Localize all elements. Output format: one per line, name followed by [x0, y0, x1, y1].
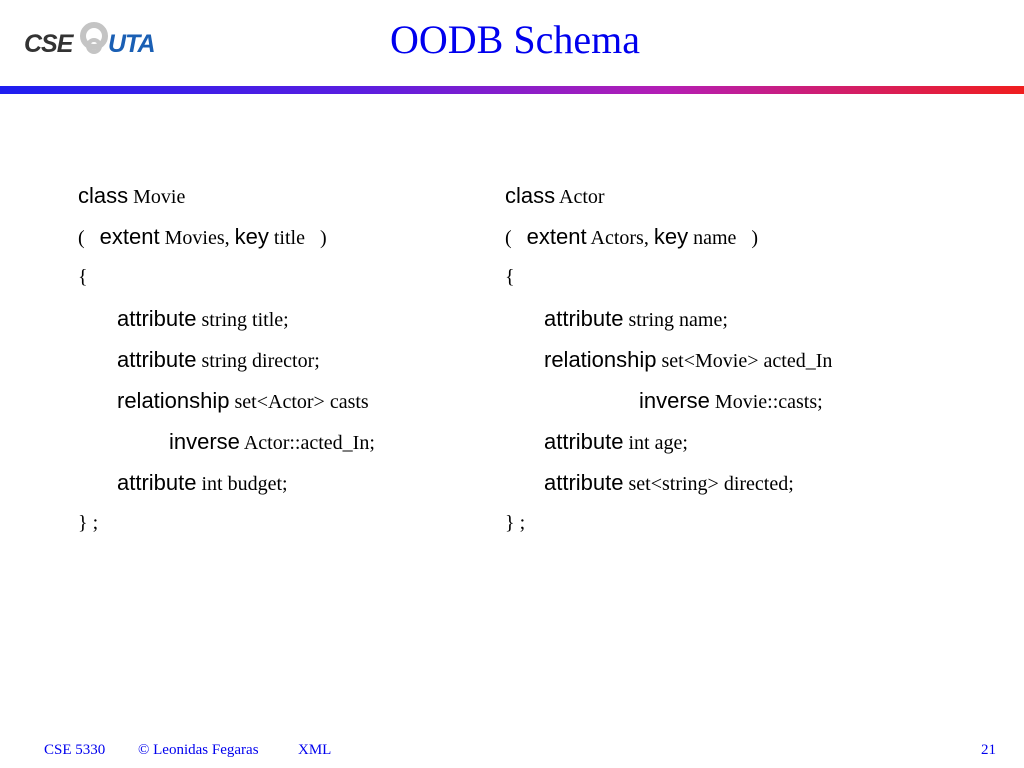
code-text: set<Movie> acted_In	[656, 350, 833, 372]
movie-class-definition	[78, 175, 375, 544]
footer-course: CSE 5330	[44, 742, 106, 758]
keyword: class	[78, 183, 129, 208]
movie-open-brace: {	[78, 266, 88, 288]
keyword: attribute	[117, 306, 197, 331]
actor-class-definition	[505, 175, 832, 544]
code-text: string name;	[623, 309, 728, 331]
code-text: Actor::acted_In;	[239, 432, 375, 454]
code-text: Movies,	[159, 227, 235, 249]
code-text: Movie	[128, 186, 186, 208]
actor-attribute-directed	[505, 462, 832, 503]
code-text: set<string> directed;	[623, 473, 794, 495]
footer-page-number: 21	[981, 742, 996, 758]
footer-author: © Leonidas Fegaras	[138, 742, 259, 758]
logo-uta-text: UTA	[108, 30, 155, 58]
code-text: (	[78, 227, 100, 249]
keyword: inverse	[639, 388, 710, 413]
movie-attribute-title	[78, 298, 375, 339]
keyword: relationship	[544, 347, 657, 372]
keyword: attribute	[544, 470, 624, 495]
movie-attribute-budget	[78, 462, 375, 503]
code-text: int age;	[623, 432, 688, 454]
keyword: extent	[99, 224, 160, 249]
actor-relationship-acted-in	[505, 339, 832, 380]
keyword: attribute	[117, 347, 197, 372]
movie-extent-line	[78, 216, 375, 257]
logo-cse-text: CSE	[24, 30, 73, 58]
slide-title: OODB Schema	[390, 17, 640, 62]
actor-attribute-name	[505, 298, 832, 339]
actor-open-brace: {	[505, 266, 515, 288]
keyword: extent	[526, 224, 587, 249]
code-text: string director;	[196, 350, 320, 372]
title-divider-rule	[0, 86, 1024, 94]
keyword: key	[653, 224, 689, 249]
code-text: Actors,	[586, 227, 654, 249]
actor-close-brace: } ;	[505, 512, 526, 534]
code-text: set<Actor> casts	[229, 391, 369, 413]
keyword: attribute	[544, 429, 624, 454]
keyword: inverse	[169, 429, 240, 454]
movie-inverse-line	[78, 421, 375, 462]
code-text: name )	[688, 227, 759, 249]
movie-attribute-director	[78, 339, 375, 380]
code-text: string title;	[196, 309, 289, 331]
code-text: int budget;	[196, 473, 288, 495]
keyword: class	[505, 183, 556, 208]
code-text: Movie::casts;	[709, 391, 823, 413]
keyword: attribute	[117, 470, 197, 495]
actor-inverse-line	[505, 380, 832, 421]
actor-class-line	[505, 175, 832, 216]
code-text: title )	[268, 227, 327, 249]
movie-class-line	[78, 175, 375, 216]
code-text: (	[505, 227, 527, 249]
keyword: relationship	[117, 388, 230, 413]
actor-attribute-age	[505, 421, 832, 462]
footer-topic: XML	[298, 742, 332, 758]
code-text: Actor	[555, 186, 605, 208]
actor-extent-line	[505, 216, 832, 257]
keyword: key	[234, 224, 269, 249]
keyword: attribute	[544, 306, 624, 331]
movie-relationship-casts	[78, 380, 375, 421]
movie-close-brace: } ;	[78, 512, 99, 534]
